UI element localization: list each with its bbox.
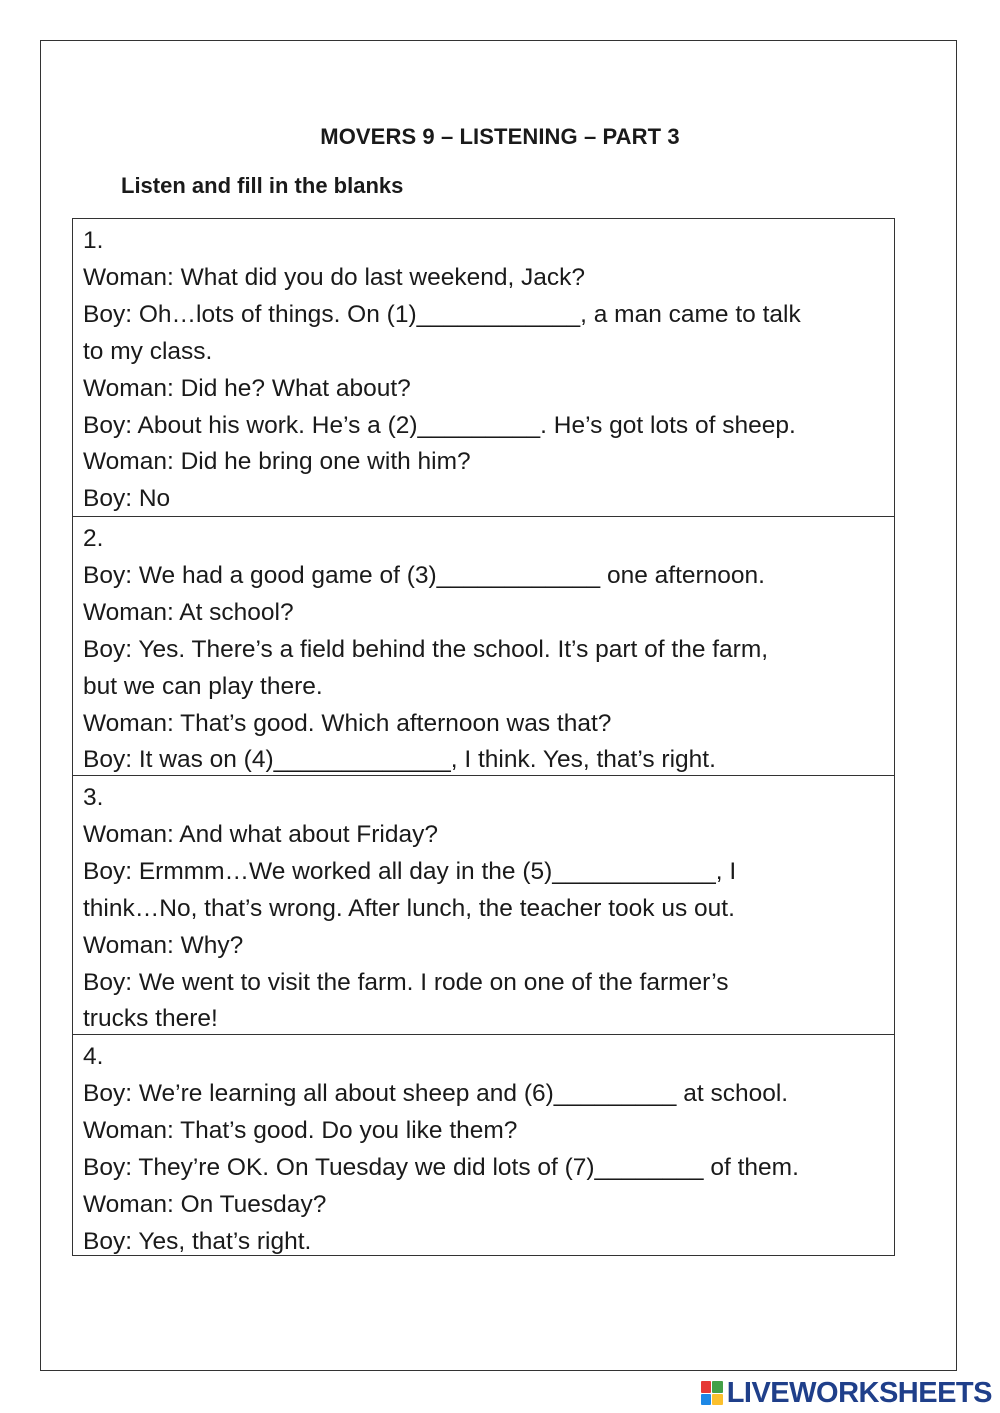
dialogue-line: Boy: No <box>83 485 171 513</box>
dialogue-line: Boy: We went to visit the farm. I rode on one of the farmer’s <box>83 968 729 996</box>
dialogue-line-blank-2[interactable]: Boy: About his work. He’s a (2)_________. He’s got lots of sheep. <box>83 411 796 439</box>
page-title: MOVERS 9 – LISTENING – PART 3 <box>320 124 680 149</box>
section-number: 2. <box>83 525 104 552</box>
dialogue-line: Woman: At school? <box>83 598 294 626</box>
dialogue-line-blank-4[interactable]: Boy: It was on (4)_____________, I think. Yes, that’s right. <box>83 746 716 774</box>
dialogue-line: Boy: Yes. There’s a field behind the school. It’s part of the farm, <box>83 635 769 663</box>
dialogue-line-blank-5[interactable]: Boy: Ermmm…We worked all day in the (5)____________, I <box>83 857 737 885</box>
dialogue-line: Woman: What did you do last weekend, Jack? <box>83 263 586 291</box>
section-number: 3. <box>83 784 104 811</box>
liveworksheets-brand[interactable] <box>701 1376 992 1410</box>
dialogue-line: Woman: And what about Friday? <box>83 820 438 848</box>
dialogue-line-blank-6[interactable]: Boy: We’re learning all about sheep and (6)_________ at school. <box>83 1079 789 1107</box>
dialogue-line: Woman: Did he? What about? <box>83 374 411 402</box>
section-number: 1. <box>83 227 104 254</box>
dialogue-line: Woman: Did he bring one with him? <box>83 448 471 476</box>
dialogue-line-blank-3[interactable]: Boy: We had a good game of (3)____________ one afternoon. <box>83 561 765 589</box>
dialogue-line: Woman: That’s good. Do you like them? <box>83 1116 518 1144</box>
dialogue-line: Boy: Yes, that’s right. <box>83 1227 312 1255</box>
dialogue-line-blank-1[interactable]: Boy: Oh…lots of things. On (1)____________, a man came to talk <box>83 300 801 328</box>
dialogue-line: but we can play there. <box>83 672 323 700</box>
section-number: 4. <box>83 1043 104 1070</box>
dialogue-section-2 <box>73 516 894 775</box>
dialogue-line: think…No, that’s wrong. After lunch, the teacher took us out. <box>83 894 735 922</box>
dialogue-line-blank-7[interactable]: Boy: They’re OK. On Tuesday we did lots of (7)________ of them. <box>83 1153 799 1181</box>
dialogue-line: Woman: That’s good. Which afternoon was that? <box>83 709 612 737</box>
dialogue-section-3 <box>73 775 894 1034</box>
dialogue-section-1 <box>73 219 894 516</box>
dialogue-line: Woman: Why? <box>83 931 244 959</box>
brand-text: LIVEWORKSHEETS <box>726 1376 992 1409</box>
dialogue-line: Woman: On Tuesday? <box>83 1190 327 1218</box>
dialogue-line: trucks there! <box>83 1005 218 1033</box>
instruction-text: Listen and fill in the blanks <box>121 173 404 198</box>
exercise-table <box>72 218 895 1256</box>
dialogue-section-4 <box>73 1034 894 1255</box>
dialogue-line: to my class. <box>83 337 213 365</box>
liveworksheets-logo-icon <box>701 1381 723 1405</box>
